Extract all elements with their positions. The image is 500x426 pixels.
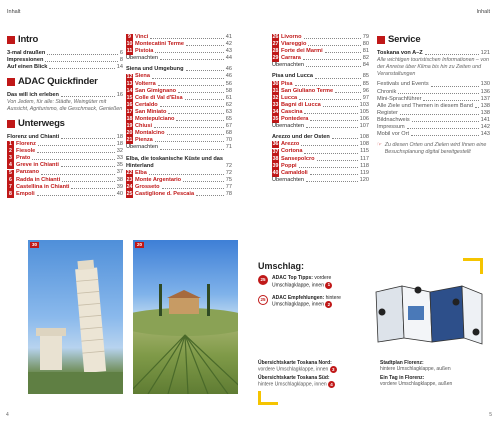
entry-page: 37: [116, 169, 123, 176]
entry-number-badge: 35: [272, 116, 279, 123]
entry-number-badge: 1: [7, 141, 14, 148]
entry-page: 75: [225, 176, 232, 183]
entry-number-badge: 15: [126, 94, 133, 101]
entry-title: Colle di Val d'Elsa: [135, 94, 183, 101]
column-service: [377, 33, 490, 156]
uebernachten-2[interactable]: Übernachten 71: [126, 144, 232, 151]
entry-page: 63: [225, 108, 232, 115]
entry-title: Mobil vor Ort: [377, 131, 410, 138]
entry-title: Fiesole: [16, 148, 36, 155]
entry-title: Florenz: [16, 141, 36, 148]
header-right: Inhalt: [476, 9, 490, 15]
footnote: ☞ Zu diesen Orten und Zielen wird Ihnen eine Besuchsplanung digital bereitgestellt: [377, 142, 487, 156]
entry-title: Montecatini Terme: [135, 41, 185, 48]
entry-page: 80: [362, 41, 369, 48]
leaning-tower-illustration: [28, 240, 123, 394]
section-unterwegs: Unterwegs: [7, 118, 123, 130]
entry-number-badge: 6: [7, 177, 14, 184]
entry-number-badge: 19: [126, 123, 133, 130]
entry-number-badge: 21: [126, 137, 133, 144]
entry-title: Greve in Chianti: [16, 162, 59, 169]
entry-number-badge: 9: [126, 34, 133, 41]
toc-entry[interactable]: [377, 117, 490, 124]
uebersicht-sued[interactable]: Übersichtskarte Toskana Süd: hintere Umschlagklappe, innen 4: [258, 375, 370, 388]
recommendation-icon: 25: [258, 295, 268, 305]
entry-number-badge: 22: [126, 169, 133, 176]
toc-destination-entry[interactable]: [272, 48, 369, 55]
entry-page: 130: [480, 81, 490, 88]
entry-page: 142: [480, 124, 490, 131]
toc-entry[interactable]: [377, 124, 490, 131]
toc-destination-entry[interactable]: [126, 191, 232, 198]
entry-title: San Giuliano Terme: [281, 87, 334, 94]
toc-destination-entry[interactable]: [272, 156, 369, 163]
entry-title: Arezzo: [281, 141, 300, 148]
column-3: [272, 34, 369, 184]
entry-title: Bagni di Lucca: [281, 101, 321, 108]
entry-title: Castellina in Chianti: [16, 183, 70, 190]
entry-title: Impressionen: [7, 57, 44, 64]
entry-page: 108: [359, 141, 369, 148]
entry-number-badge: 38: [272, 155, 279, 162]
entry-title: Alle Ziele und Themen in diesem Band: [377, 102, 473, 109]
entry-title: Camaldoli: [281, 169, 308, 176]
entry-title: Livorno: [281, 34, 302, 40]
entry-page: 18: [116, 141, 123, 148]
page-number-right: 5: [489, 412, 492, 418]
toc-entry[interactable]: [377, 131, 490, 138]
umschlag-box: [258, 263, 368, 314]
entry-title: Festivals und Events: [377, 81, 429, 88]
entry-number-badge: 10: [126, 41, 133, 48]
entry-number-badge: 36: [272, 141, 279, 148]
entry-title: Panzano: [16, 169, 40, 176]
entry-page: 35: [116, 162, 123, 169]
column-intro: [7, 33, 123, 198]
entry-page: 97: [362, 94, 369, 101]
toc-destination-entry[interactable]: [126, 81, 232, 88]
entry-page: 70: [225, 137, 232, 144]
entry-page: 58: [225, 87, 232, 94]
toc-destination-entry[interactable]: [272, 95, 369, 102]
entry-title: Empoli: [16, 190, 35, 197]
entry-title: Volterra: [135, 80, 156, 87]
entry-title: Pistoia: [135, 48, 154, 55]
entry-number-badge: 25: [126, 191, 133, 198]
entry-number-badge: 11: [126, 48, 133, 55]
top-tip-icon: 25: [258, 275, 268, 285]
toc-destination-entry[interactable]: [126, 184, 232, 191]
entry-page: 46: [225, 73, 232, 80]
entry-page: 56: [225, 80, 232, 87]
entry-page: 105: [359, 108, 369, 115]
entry-title: Monte Argentario: [135, 176, 182, 183]
toc-destination-entry[interactable]: [272, 102, 369, 109]
entry-number-badge: 14: [126, 87, 133, 94]
entry-title: Castiglione d. Pescaia: [135, 190, 195, 197]
entry-title: Bildnachweis: [377, 116, 410, 123]
toskana-a-z[interactable]: Toskana von A–Z 121: [377, 50, 490, 56]
entry-title: Chronik: [377, 88, 397, 95]
toc-destination-entry[interactable]: [7, 177, 123, 184]
toskana-desc: Alle wichtigen touristischen Informationen – von der Anreise über Klima bis hin zu Zeiten und Veranstaltungen: [377, 57, 489, 77]
toc-destination-entry[interactable]: [272, 88, 369, 95]
entry-page: 136: [480, 88, 490, 95]
entry-title: Pontedera: [281, 116, 309, 123]
entry-number-badge: 13: [126, 80, 133, 87]
page-header: [0, 0, 500, 16]
entry-number-badge: 31: [272, 87, 279, 94]
quickfinder-link[interactable]: Das will ich erleben 16: [7, 92, 123, 99]
entry-page: 39: [116, 183, 123, 190]
entry-title: Forte dei Marmi: [281, 48, 323, 55]
quickfinder-desc: Von Jedem, für alle: Städte, Weingüter mit Aussicht, Agriturismo, die Geschmack, Genießen: [7, 99, 123, 113]
entry-number-badge: 17: [126, 109, 133, 116]
toc-destination-entry[interactable]: [126, 95, 232, 102]
entry-title: Montalcino: [135, 130, 165, 137]
uebersicht-nord[interactable]: Übersichtskarte Toskana Nord: vordere Umschlagklappe, innen 3: [258, 360, 370, 373]
entry-title: Lucca: [281, 94, 298, 101]
uebernachten-3[interactable]: Übernachten 84: [272, 62, 369, 69]
entry-title: Carrara: [281, 55, 301, 62]
entry-title: Cascina: [281, 108, 303, 115]
entry-title: Auf einen Blick: [7, 64, 48, 71]
toc-entry[interactable]: [377, 103, 490, 110]
entry-page: 143: [480, 131, 490, 138]
entry-title: San Gimignano: [135, 87, 177, 94]
entry-page: 38: [116, 176, 123, 183]
umschlag-tips[interactable]: 25 ADAC Top Tipps: vordere Umschlagklappe, innen 1: [258, 275, 368, 288]
entry-page: 43: [225, 48, 232, 55]
entry-page: 42: [225, 41, 232, 48]
tag-in-florenz[interactable]: Ein Tag in Florenz: vordere Umschlagklappe, außen: [380, 375, 453, 388]
toc-destination-entry[interactable]: [126, 102, 232, 109]
entry-page: 106: [359, 116, 369, 123]
photo-page-ref-2: 20: [137, 242, 143, 247]
entry-title: Register: [377, 109, 398, 116]
entry-title: Sansepolcro: [281, 155, 315, 162]
entry-number-badge: 18: [126, 116, 133, 123]
vineyard-illustration: [133, 240, 238, 394]
entry-title: Cortona: [281, 148, 303, 155]
section-intro: Intro: [7, 34, 123, 46]
column-2: [126, 34, 232, 198]
entry-title: Impressum: [377, 124, 405, 131]
toc-destination-entry[interactable]: [7, 169, 123, 176]
entry-title: Certaldo: [135, 101, 158, 108]
entry-title: 3-mal draußen: [7, 50, 46, 56]
entry-title: Vinci: [135, 34, 149, 40]
entry-page: 82: [362, 55, 369, 62]
region-arezzo[interactable]: Arezzo und der Osten 108: [272, 134, 369, 141]
entry-page: 118: [360, 162, 369, 169]
toc-entry[interactable]: [377, 81, 490, 88]
entry-page: 79: [362, 34, 369, 40]
entry-number-badge: 16: [126, 101, 133, 108]
entry-number-badge: 34: [272, 109, 279, 116]
entry-title: Pisa: [281, 80, 293, 87]
toc-destination-entry[interactable]: [272, 170, 369, 177]
entry-page: 14: [116, 64, 123, 71]
entry-page: 81: [362, 48, 369, 55]
entry-page: 96: [362, 87, 369, 94]
toc-destination-entry[interactable]: [126, 34, 232, 41]
entry-number-badge: 33: [272, 101, 279, 108]
entry-number-badge: 23: [126, 176, 133, 183]
entry-number-badge: 12: [126, 73, 133, 80]
toc-destination-entry[interactable]: [272, 41, 369, 48]
entry-title: Siena: [135, 73, 150, 80]
yellow-corner-line: [258, 402, 278, 405]
entry-page: 33: [116, 155, 123, 162]
toc-destination-entry[interactable]: [126, 109, 232, 116]
section-quickfinder: ADAC Quickfinder: [7, 76, 123, 88]
entry-number-badge: 40: [272, 169, 279, 176]
entry-number-badge: 3: [7, 155, 14, 162]
header-left: Inhalt: [7, 9, 21, 15]
section-service: Service: [377, 34, 490, 46]
toc-destination-entry[interactable]: [126, 123, 232, 130]
entry-number-badge: 4: [7, 162, 14, 169]
page-number-left: 4: [6, 412, 9, 418]
entry-title: Prato: [16, 155, 31, 162]
entry-page: 115: [360, 148, 369, 155]
entry-page: 138: [480, 102, 490, 109]
entry-page: 137: [480, 95, 490, 102]
umschlag-title: Umschlag:: [258, 261, 305, 271]
entry-number-badge: 8: [7, 191, 14, 198]
region-pisa[interactable]: Pisa und Lucca 85: [272, 73, 369, 80]
entry-number-badge: 27: [272, 41, 279, 48]
toc-entry[interactable]: [377, 89, 490, 96]
entry-page: 77: [225, 183, 232, 190]
entry-page: 61: [225, 94, 232, 101]
entry-title: Viareggio: [281, 41, 307, 48]
toc-destination-entry[interactable]: [7, 141, 123, 148]
region-florenz[interactable]: Florenz und Chianti 18: [7, 133, 123, 140]
entry-page: 62: [225, 101, 232, 108]
toc-destination-entry[interactable]: [272, 109, 369, 116]
toc-destination-entry[interactable]: [126, 130, 232, 137]
entry-number-badge: 30: [272, 80, 279, 87]
toc-destination-entry[interactable]: [126, 73, 232, 80]
entry-number-badge: 24: [126, 183, 133, 190]
entry-title: Chiusi: [135, 123, 153, 130]
cover-fold-diagram: [370, 272, 488, 354]
entry-page: 68: [225, 130, 232, 137]
toc-destination-entry[interactable]: [126, 170, 232, 177]
toc-destination-entry[interactable]: [126, 41, 232, 48]
toc-destination-entry[interactable]: [272, 163, 369, 170]
toc-destination-entry[interactable]: [272, 81, 369, 88]
entry-title: Grosseto: [135, 183, 160, 190]
toc-destination-entry[interactable]: [7, 155, 123, 162]
entry-number-badge: 26: [272, 34, 279, 41]
toc-destination-entry[interactable]: [7, 162, 123, 169]
entry-page: 8: [119, 57, 123, 64]
entry-page: 32: [116, 148, 123, 155]
toc-destination-entry[interactable]: [7, 148, 123, 155]
entry-page: 40: [116, 190, 123, 197]
photo-tuscany: [133, 240, 238, 394]
toc-destination-entry[interactable]: [272, 141, 369, 148]
entry-number-badge: 32: [272, 94, 279, 101]
toc-entry[interactable]: [377, 110, 490, 117]
entry-number-badge: 7: [7, 184, 14, 191]
toc-entry[interactable]: [7, 50, 123, 57]
entry-number-badge: 20: [126, 130, 133, 137]
toc-destination-entry[interactable]: [126, 177, 232, 184]
entry-page: 85: [362, 80, 369, 87]
entry-number-badge: 39: [272, 162, 279, 169]
entry-number-badge: 28: [272, 48, 279, 55]
entry-page: 119: [360, 169, 369, 176]
entry-title: Elba: [135, 169, 147, 176]
toc-destination-entry[interactable]: [126, 116, 232, 123]
entry-title: Radda in Chianti: [16, 176, 61, 183]
toc-destination-entry[interactable]: [126, 88, 232, 95]
toc-destination-entry[interactable]: [272, 34, 369, 41]
uebernachten-4[interactable]: Übernachten 107: [272, 123, 369, 130]
region-elba[interactable]: Elba, die toskanische Küste und das Hinterland 72: [126, 155, 232, 169]
entry-number-badge: 5: [7, 170, 14, 177]
toc-entry[interactable]: [7, 57, 123, 64]
entry-page: 6: [119, 50, 123, 56]
photo-page-ref-1: 30: [32, 242, 38, 247]
entry-page: 138: [480, 109, 490, 116]
region-siena[interactable]: Siena und Umgebung 46: [126, 66, 232, 73]
entry-title: Poppi: [281, 162, 297, 169]
umschlag-empfehlungen[interactable]: 25 ADAC Empfehlungen: hintere Umschlagklappe, innen 2: [258, 295, 368, 308]
toc-destination-entry[interactable]: [7, 191, 123, 198]
photo-pisa: [28, 240, 123, 394]
entry-page: 117: [360, 155, 369, 162]
entry-page: 72: [225, 169, 232, 176]
entry-page: 67: [225, 123, 232, 130]
toc-entry[interactable]: [7, 64, 123, 71]
entry-page: 141: [480, 116, 490, 123]
entry-page: 78: [225, 190, 232, 197]
entry-title: Pienza: [135, 137, 153, 144]
pointer-icon: ☞: [377, 142, 382, 149]
toc-entry[interactable]: [377, 96, 490, 103]
toc-destination-entry[interactable]: [7, 184, 123, 191]
entry-page: 103: [359, 101, 369, 108]
entry-number-badge: 2: [7, 148, 14, 155]
entry-page: 41: [225, 34, 232, 40]
entry-title: Mini-Sprachführer: [377, 95, 422, 102]
uebernachten-5[interactable]: Übernachten 120: [272, 176, 369, 183]
entry-page: 65: [225, 116, 232, 123]
entry-title: San Miniato: [135, 108, 167, 115]
stadtplan-florenz[interactable]: Stadtplan Florenz: hintere Umschlagklappe, außen: [380, 360, 451, 373]
toc-destination-entry[interactable]: [272, 148, 369, 155]
entry-number-badge: 29: [272, 55, 279, 62]
entry-title: Montepulciano: [135, 116, 175, 123]
uebernachten-1[interactable]: Übernachten 44: [126, 55, 232, 62]
entry-number-badge: 37: [272, 148, 279, 155]
